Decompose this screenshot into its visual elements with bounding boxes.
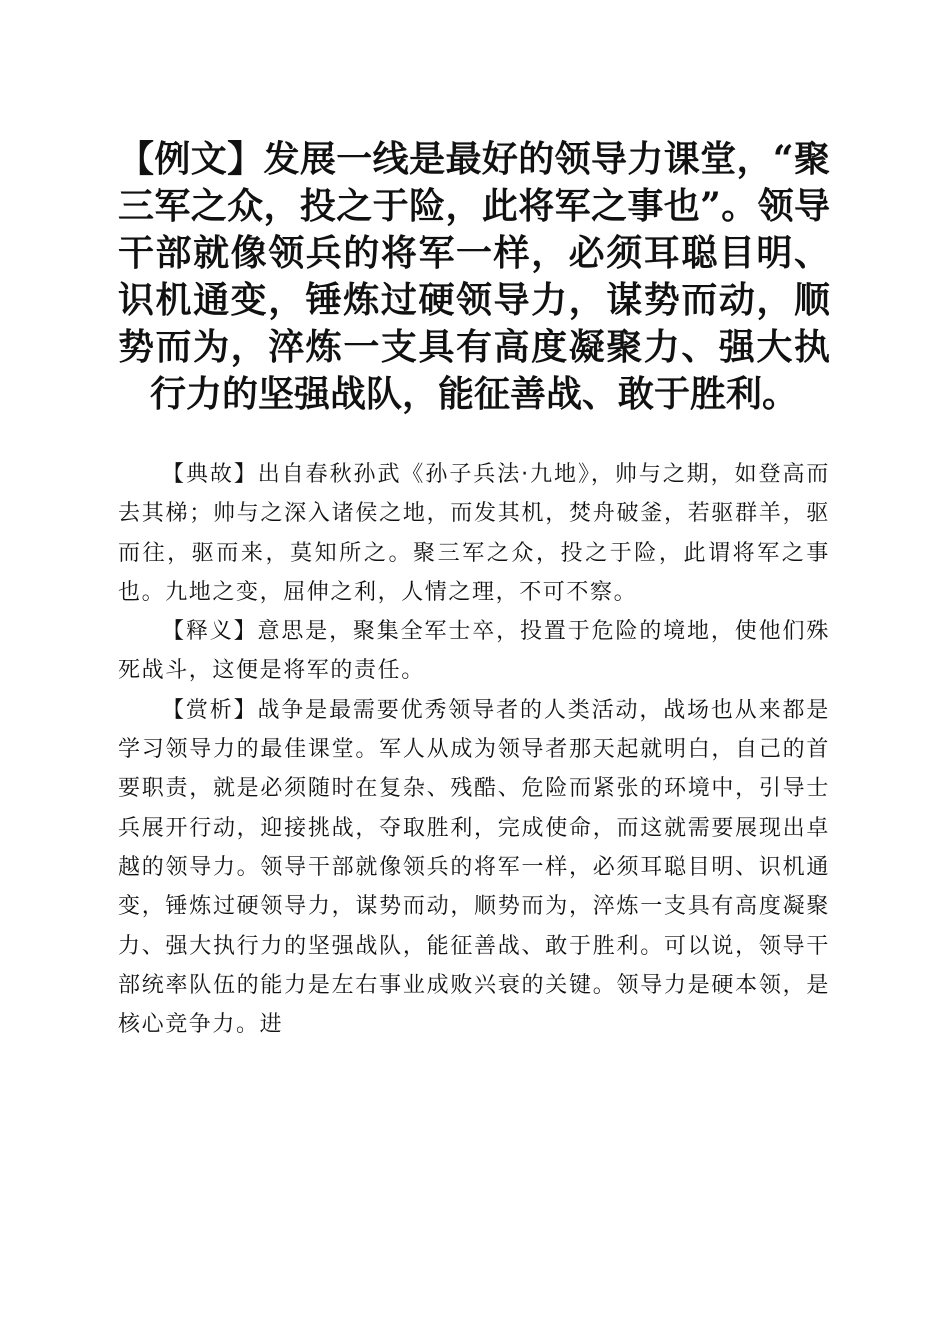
paragraph-meaning — [118, 612, 830, 691]
paragraph-appreciation — [118, 691, 830, 1045]
meaning-label: 【释义】 — [162, 619, 258, 645]
meaning-text: 意思是，聚集全军士卒，投置于危险的境地，使他们殊死战斗，这便是将军的责任。 — [118, 619, 830, 684]
paragraph-allusion — [118, 455, 830, 612]
allusion-label: 【典故】 — [162, 462, 258, 487]
appreciation-text: 战争是最需要优秀领导者的人类活动，战场也从来都是学习领导力的最佳课堂。军人从成为领导者那天起就明白，自己的首要职责，就是必须随时在复杂、残酷、危险而紧张的环境中，引导士兵展开行动，迎接挑战，夺取胜利，完成使命，而这就需要展现出卓越的领导力。领导干部就像领兵的将军一样，必须耳聪目明、识机通变，锤炼过硬领导力，谋势而动，顺势而为，淬炼一支具有高度凝聚力、强大执行力的坚强战队，能征善战、敢于胜利。可以说，领导干部统率队伍的能力是左右事业成败兴衰的关键。领导力是硬本领，是核心竞争力。进 — [118, 697, 830, 1038]
document-body — [118, 455, 830, 1044]
example-heading: 【例文】发展一线是最好的领导力课堂，“聚三军之众，投之于险，此将军之事也”。领导干部就像领兵的将军一样，必须耳聪目明、识机通变，锤炼过硬领导力，谋势而动，顺势而为，淬炼一支具有高度凝聚力、强大执行力的坚强战队，能征善战、敢于胜利。 — [118, 138, 830, 415]
appreciation-label: 【赏析】 — [162, 697, 258, 723]
allusion-text: 出自春秋孙武《孙子兵法·九地》，帅与之期，如登高而去其梯；帅与之深入诸侯之地，而发其机，焚舟破釜，若驱群羊，驱而往，驱而来，莫知所之。聚三军之众，投之于险，此谓将军之事也。九地之变，屈伸之利，人情之理，不可不察。 — [118, 462, 830, 605]
